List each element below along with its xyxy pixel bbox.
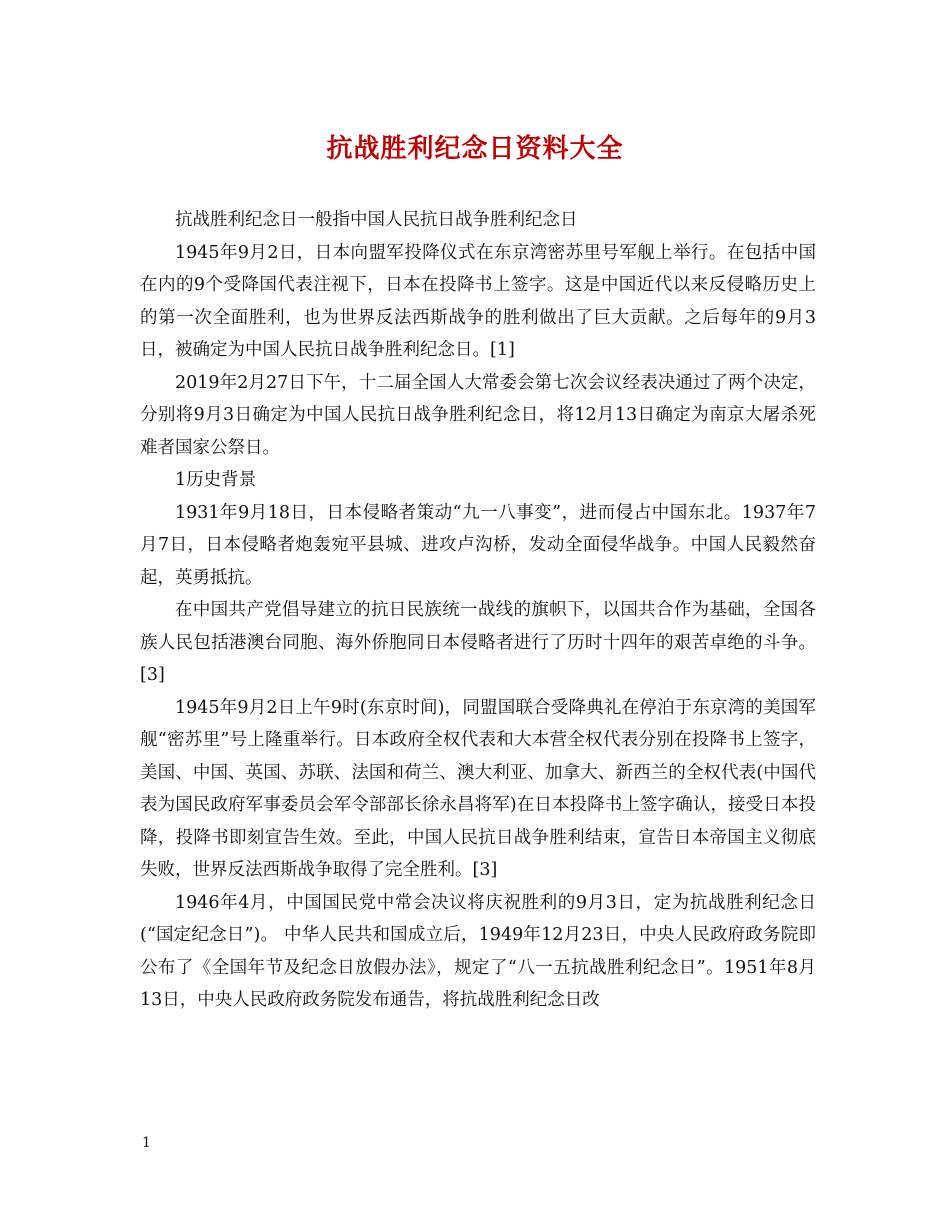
paragraph-invasion: 1931年9月18日，日本侵略者策动“九一八事变”，进而侵占中国东北。1937年7月7日，日本侵略者炮轰宛平县城、进攻卢沟桥，发动全面侵华战争。中国人民毅然奋起，英勇抵抗。 (140, 502, 816, 588)
paragraph-missouri-signing: 1945年9月2日上午9时(东京时间)，同盟国联合受降典礼在停泊于东京湾的美国军舰“密苏里”号上隆重举行。日本政府全权代表和大本营全权代表分别在投降书上签字，美国、中国、英国、苏联、法国和荷兰、澳大利亚、加拿大、新西兰的全权代表(中国代表为国民政府军事委员会军令部部长徐永昌将军)在日本投降书上签字确认，接受日本投降，投降书即刻宣告生效。至此，中国人民抗日战争胜利结束，宣告日本帝国主义彻底失败，世界反法西斯战争取得了完全胜利。[3] (140, 697, 816, 880)
document-body (140, 204, 816, 1017)
paragraph-intro: 抗战胜利纪念日一般指中国人民抗日战争胜利纪念日 (175, 210, 578, 230)
paragraph-surrender-ceremony: 1945年9月2日，日本向盟军投降仪式在东京湾密苏里号军舰上举行。在包括中国在内的9个受降国代表注视下，日本在投降书上签字。这是中国近代以来反侵略历史上的第一次全面胜利，也为世界反法西斯战争的胜利做出了巨大贡献。之后每年的9月3日，被确定为中国人民抗日战争胜利纪念日。[1] (140, 242, 816, 360)
section-heading-history: 1历史背景 (175, 470, 257, 490)
document-title: 抗战胜利纪念日资料大全 (326, 134, 624, 164)
paragraph-npc-decision: 2019年2月27日下午，十二届全国人大常委会第七次会议经表决通过了两个决定，分别将9月3日确定为中国人民抗日战争胜利纪念日，将12月13日确定为南京大屠杀死难者国家公祭日。 (140, 372, 816, 458)
page-number: 1 (142, 1135, 151, 1151)
paragraph-commemoration-history: 1946年4月，中国国民党中常会决议将庆祝胜利的9月3日，定为抗战胜利纪念日(“国定纪念日”)。 中华人民共和国成立后，1949年12月23日，中央人民政府政务院即公布了《全国年节及纪念日放假办法》，规定了“八一五抗战胜利纪念日”。1951年8月13日，中央人民政府政务院发布通告，将抗战胜利纪念日改 (140, 892, 816, 1010)
paragraph-united-front: 在中国共产党倡导建立的抗日民族统一战线的旗帜下，以国共合作为基础，全国各族人民包括港澳台同胞、海外侨胞同日本侵略者进行了历时十四年的艰苦卓绝的斗争。[3] (140, 600, 816, 685)
